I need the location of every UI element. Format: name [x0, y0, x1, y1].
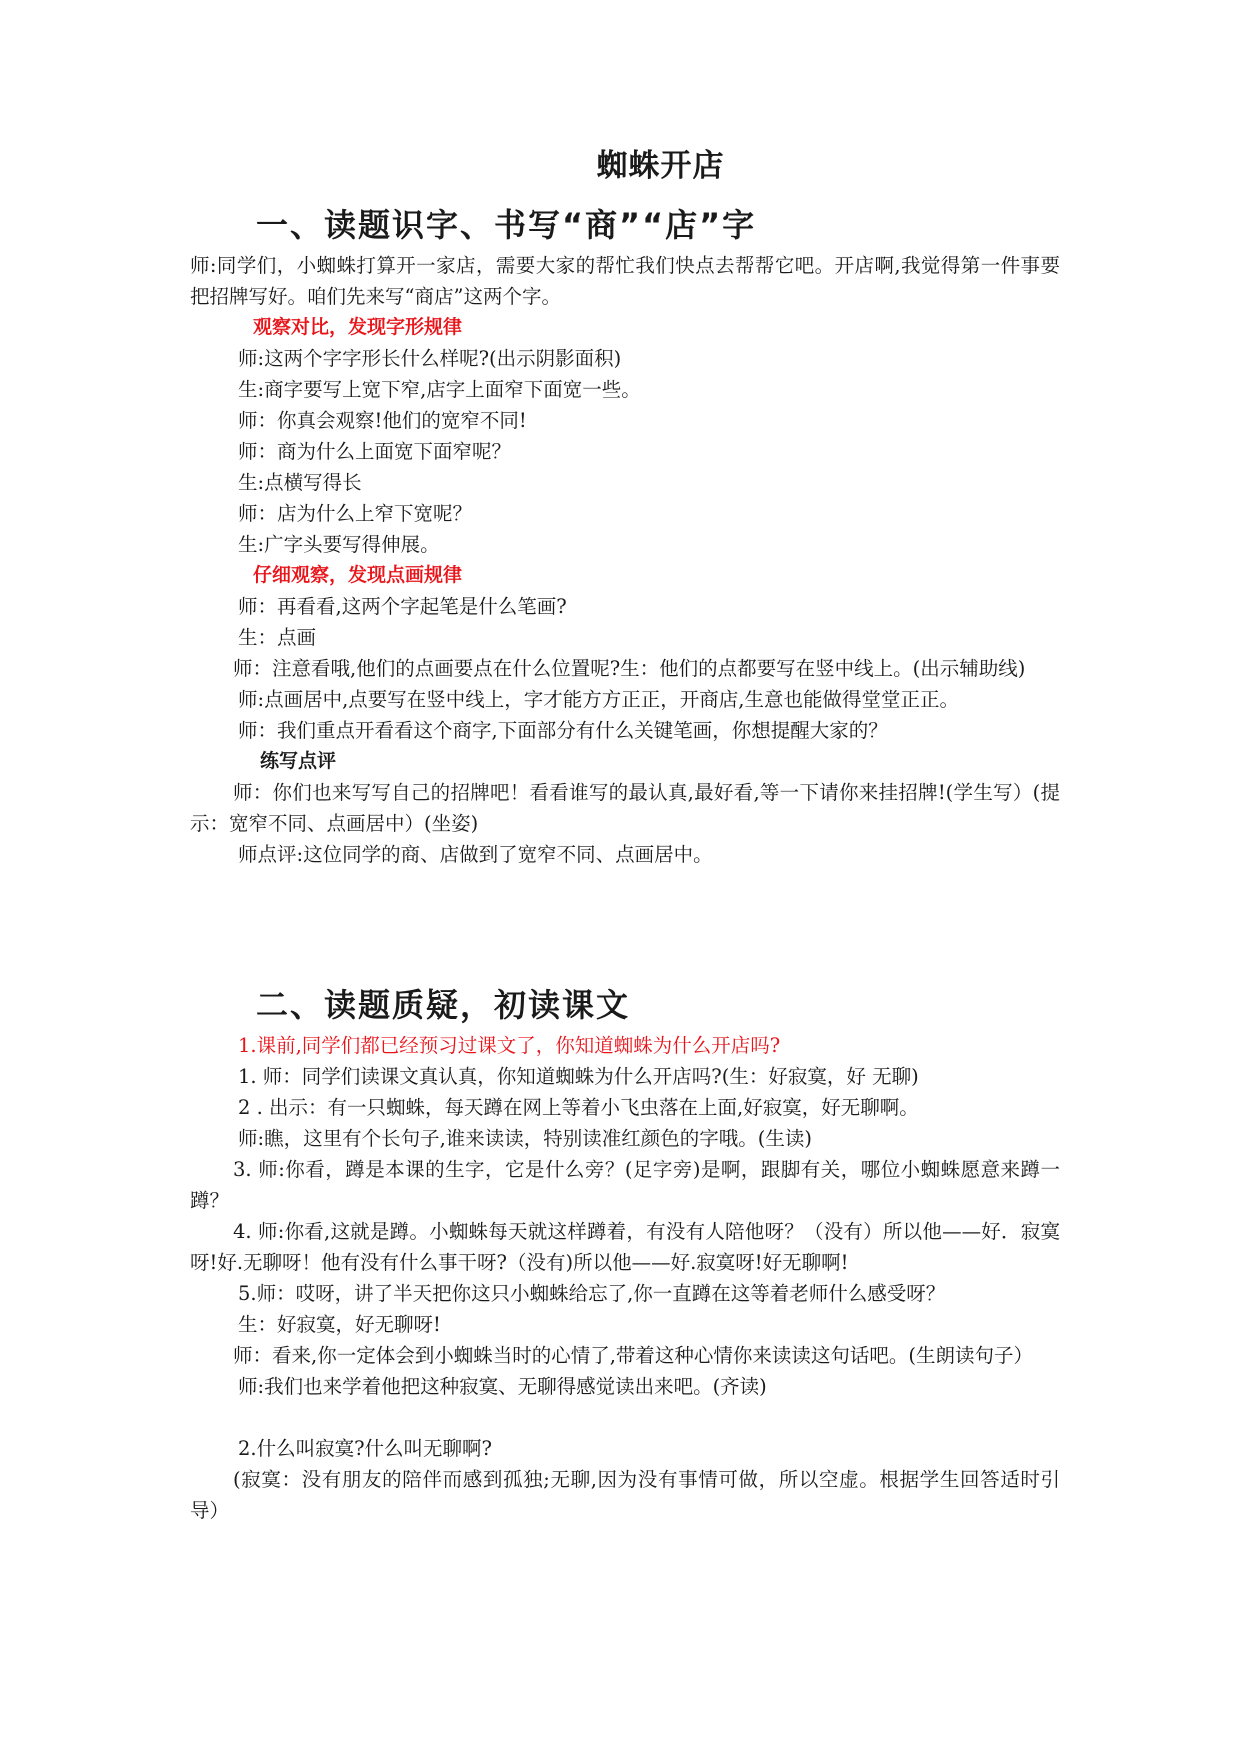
question-2-answer: (寂寞：没有朋友的陪伴而感到孤独;无聊,因为没有事情可做，所以空虚。根据学生回答适时引导）: [190, 1468, 1060, 1522]
dialogue-line: 1. 师：同学们读课文真认真，你知道蜘蛛为什么开店吗?(生：好寂寞，好 无聊): [238, 1065, 919, 1088]
dialogue-line: 生：点画: [238, 626, 317, 649]
dialogue-line: 师：再看看,这两个字起笔是什么笔画?: [238, 595, 567, 618]
section-1-body: [190, 250, 1060, 870]
subheading-practice-review: 练写点评: [260, 750, 337, 772]
dialogue-line: 生:点横写得长: [238, 471, 362, 494]
question-2: 2.什么叫寂寞?什么叫无聊啊?: [238, 1437, 493, 1460]
dialogue-line: 3. 师:你看，蹲是本课的生字，它是什么旁？(足字旁)是啊，跟脚有关，哪位小蜘蛛愿意来蹲一蹲？: [190, 1158, 1060, 1212]
spacer: [190, 1402, 1060, 1433]
dialogue-line: 师:我们也来学着他把这种寂寞、无聊得感觉读出来吧。(齐读): [238, 1375, 767, 1398]
dialogue-line: 师:瞧，这里有个长句子,谁来读读，特别读准红颜色的字哦。(生读): [238, 1127, 812, 1150]
dialogue-line: 2 . 出示：有一只蜘蛛，每天蹲在网上等着小飞虫落在上面,好寂寞，好无聊啊。: [238, 1096, 919, 1119]
subheading-observe-compare: 观察对比，发现字形规律: [253, 316, 463, 338]
dialogue-line: 师:点画居中,点要写在竖中线上，字才能方方正正，开商店,生意也能做得堂堂正正。: [238, 688, 959, 711]
section-heading-2: 二、读题质疑，初读课文: [256, 986, 631, 1024]
dialogue-line: 生：好寂寞，好无聊呀!: [238, 1313, 441, 1336]
dialogue-line: 4. 师:你看,这就是蹲。小蜘蛛每天就这样蹲着，有没有人陪他呀？（没有）所以他——好．寂寞呀!好.无聊呀！他有没有什么事干呀?（没有)所以他——好.寂寞呀!好无聊啊!: [190, 1220, 1060, 1274]
dialogue-line: 师：你们也来写写自己的招牌吧！看看谁写的最认真,最好看,等一下请你来挂招牌!(学生写）(提示：宽窄不同、点画居中）(坐姿): [190, 781, 1060, 835]
dialogue-line: 师：你真会观察!他们的宽窄不同!: [238, 409, 527, 432]
dialogue-line: 5.师：哎呀，讲了半天把你这只小蜘蛛给忘了,你一直蹲在这等着老师什么感受呀？: [238, 1282, 946, 1305]
question-1: 1.课前,同学们都已经预习过课文了，你知道蜘蛛为什么开店吗?: [238, 1034, 781, 1057]
document-title: 蜘蛛开店: [596, 148, 725, 184]
dialogue-line: 师：注意看哦,他们的点画要点在什么位置呢?生：他们的点都要写在竖中线上。(出示辅助线): [233, 657, 1026, 680]
dialogue-line: 生:广字头要写得伸展。: [238, 533, 440, 556]
section-2-body: [190, 1030, 1060, 1526]
dialogue-line: 师点评:这位同学的商、店做到了宽窄不同、点画居中。: [238, 843, 713, 866]
dialogue-line: 师：商为什么上面宽下面窄呢？: [238, 440, 512, 463]
intro-paragraph: 师:同学们，小蜘蛛打算开一家店，需要大家的帮忙我们快点去帮帮它吧。开店啊,我觉得第一件事要把招牌写好。咱们先来写“商店”这两个字。: [190, 254, 1060, 308]
section-heading-1: 一、读题识字、书写“商”“店”字: [256, 206, 757, 244]
dialogue-line: 师：店为什么上窄下宽呢？: [238, 502, 473, 525]
dialogue-line: 师：看来,你一定体会到小蜘蛛当时的心情了,带着这种心情你来读读这句话吧。(生朗读句子）: [233, 1344, 1034, 1367]
subheading-observe-strokes: 仔细观察，发现点画规律: [253, 564, 463, 586]
dialogue-line: 生:商字要写上宽下窄,店字上面窄下面宽一些。: [238, 378, 641, 401]
dialogue-line: 师：我们重点开看看这个商字,下面部分有什么关键笔画，你想提醒大家的？: [238, 719, 888, 742]
dialogue-line: 师:这两个字字形长什么样呢?(出示阴影面积): [238, 347, 622, 370]
